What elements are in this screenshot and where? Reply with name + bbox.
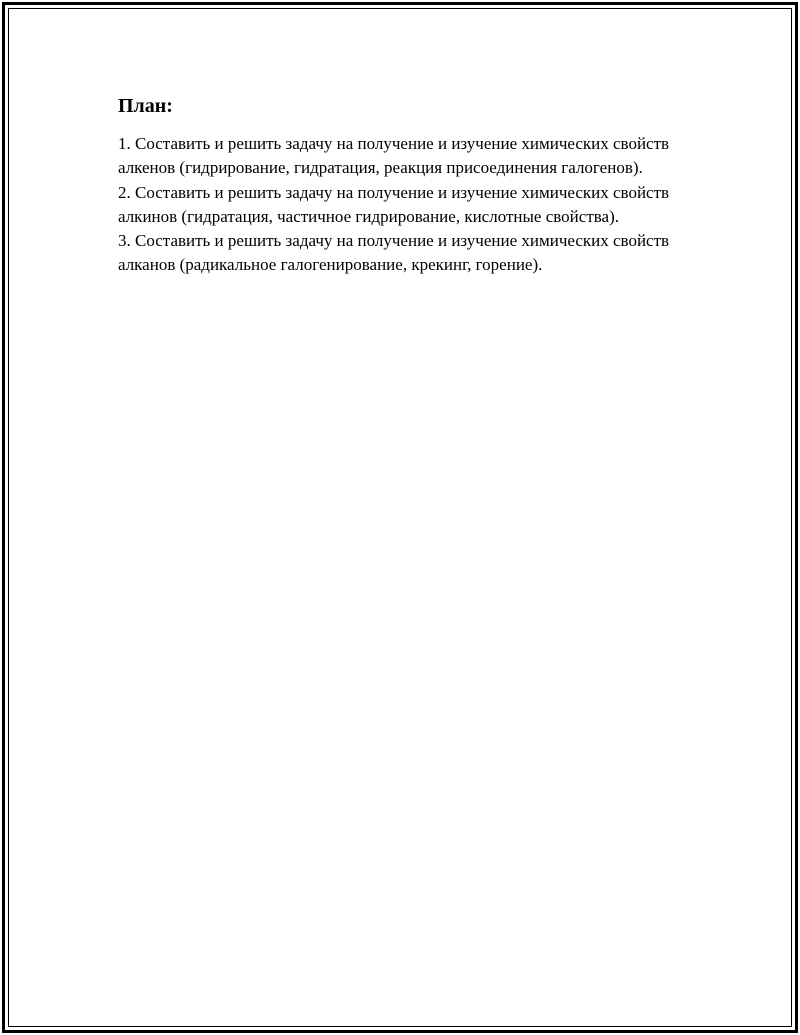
plan-heading: План:: [118, 95, 173, 117]
plan-item-1: 1. Составить и решить задачу на получение и изучение химических свойств алкенов (гидрирование, гидратация, реакция присоединения галогенов).: [118, 134, 670, 178]
plan-item-3: 3. Составить и решить задачу на получение и изучение химических свойств алканов (радикальное галогенирование, крекинг, горение).: [118, 231, 670, 275]
plan-item-2: 2. Составить и решить задачу на получение и изучение химических свойств алкинов (гидратация, частичное гидрирование, кислотные свойства).: [118, 182, 670, 226]
document-content: [118, 92, 688, 278]
plan-list: [118, 132, 688, 278]
